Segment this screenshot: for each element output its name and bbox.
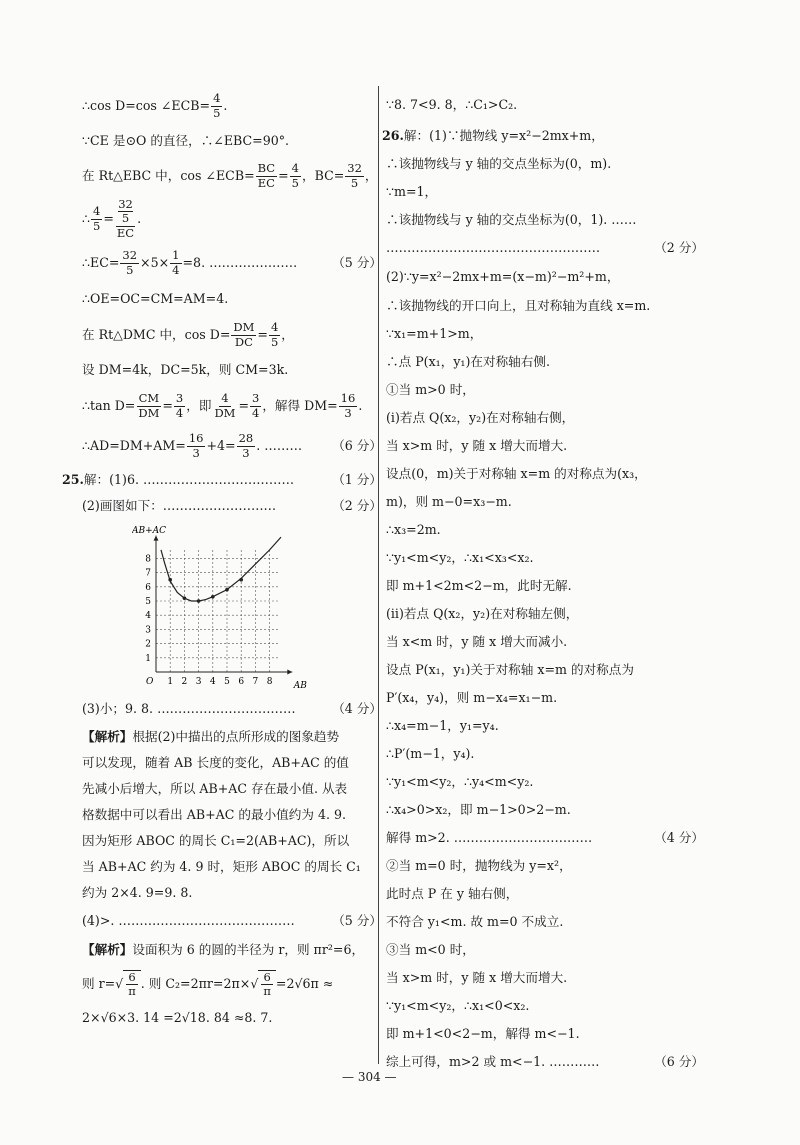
q25-line-1 — [62, 466, 382, 494]
denominator: DM — [214, 405, 236, 420]
line-cos-d — [82, 88, 382, 124]
numerator: 1 — [172, 248, 180, 263]
fraction — [187, 432, 206, 459]
text: 解：(1)∵抛物线 y=x²−2mx+m， — [403, 127, 604, 143]
text: = — [103, 210, 114, 226]
text: ∴x₃=2m. — [386, 521, 441, 537]
text: 当 x<m 时，y 随 x 增大而减小. — [386, 633, 568, 649]
x-tick-label: 7 — [252, 677, 259, 687]
text: . 则 C₂=2πr=2π× — [140, 975, 251, 991]
text: …………………………………………… — [386, 239, 601, 255]
x-tick-label: 1 — [167, 677, 174, 687]
r-line-17 — [386, 572, 704, 600]
text: ∴x₄>0>x₂，即 m−1>0>2−m. — [386, 801, 571, 817]
denominator: π — [263, 984, 271, 998]
r-line-12 — [386, 432, 704, 460]
data-point — [225, 588, 229, 592]
r-line-32 — [386, 992, 704, 1020]
r-line-13 — [386, 460, 704, 488]
text: 此时点 P 在 y 轴右侧， — [386, 885, 519, 901]
r-line-15 — [386, 516, 704, 544]
r-line-21 — [386, 684, 704, 712]
text: ∵y₁<m<y₂，∴x₁<x₃<x₂. — [386, 549, 534, 565]
analysis-line-5 — [82, 828, 382, 854]
chart-axes — [154, 536, 293, 675]
text: 2×√6×3. 14 =2√18. 84 ≈8. 7. — [82, 1009, 273, 1025]
text: 先减小后增大，所以 AB+AC 存在最小值. 从表 — [82, 780, 348, 796]
score-points: （2 分） — [332, 497, 382, 513]
inner-denominator: 5 — [121, 211, 130, 226]
fraction — [212, 392, 237, 419]
text: ∴ — [82, 210, 91, 226]
line-rt-dmc — [82, 316, 382, 354]
inner-numerator: 32 — [118, 197, 133, 212]
analysis-line-7 — [82, 880, 382, 906]
text: 设点(0，m)关于对称轴 x=m 的对称点为(x₃， — [386, 465, 647, 481]
score-points: （1 分） — [332, 471, 382, 487]
r-line-16 — [386, 544, 704, 572]
score-points: （4 分） — [654, 829, 704, 845]
text: 综上可得，m>2 或 m<−1. ………… — [386, 1053, 600, 1069]
data-point — [168, 578, 172, 582]
denominator: 3 — [242, 445, 250, 460]
text: P′(x₄，y₄)，则 m−x₄=x₁−m. — [386, 689, 558, 705]
left-column — [62, 88, 382, 1032]
denominator: 3 — [192, 445, 200, 460]
score-points: （5 分） — [332, 912, 382, 928]
r-line-28 — [386, 880, 704, 908]
x-axis-arrow — [287, 670, 292, 675]
fraction — [170, 249, 181, 276]
numerator: 16 — [340, 391, 356, 406]
question-number: 26. — [382, 127, 404, 143]
text: = — [257, 326, 268, 342]
numerator: 3 — [252, 391, 260, 406]
text: 解：(1)6. ……………………………… — [83, 471, 295, 487]
r-line-0 — [386, 88, 704, 122]
x-tick-label: 8 — [266, 677, 273, 687]
text: =2√6π ≈ — [275, 975, 334, 991]
denominator: 3 — [344, 405, 352, 420]
text: ， — [281, 326, 294, 342]
fraction — [250, 392, 261, 419]
numerator: 4 — [93, 204, 101, 219]
fraction — [91, 205, 102, 232]
r-line-19 — [386, 628, 704, 656]
origin-label: O — [146, 677, 154, 687]
analysis2-line-1 — [82, 936, 382, 964]
x-tick-label: 5 — [224, 677, 230, 687]
text: . — [137, 210, 142, 226]
analysis-line-1 — [82, 724, 382, 750]
denominator: DC — [234, 334, 253, 349]
y-tick-label: 8 — [145, 554, 151, 565]
numerator: 4 — [213, 91, 221, 106]
r-line-30 — [386, 936, 704, 964]
chart-grid — [156, 550, 278, 672]
numerator: 16 — [188, 431, 204, 446]
numerator: 4 — [221, 391, 229, 406]
line-oe — [82, 282, 382, 316]
q25-line-2 — [82, 494, 382, 518]
numerator: 4 — [270, 320, 279, 335]
text: ①当 m>0 时， — [386, 381, 475, 397]
question-number: 25. — [62, 471, 84, 487]
denominator: DM — [138, 405, 160, 420]
analysis-line-2 — [82, 750, 382, 776]
fraction — [231, 321, 256, 348]
x-axis-label: AB — [293, 681, 307, 691]
y-tick-label: 7 — [145, 568, 151, 579]
line-set-dm — [82, 354, 382, 386]
data-point — [211, 595, 215, 599]
data-point — [239, 578, 243, 582]
denominator: EC — [116, 225, 135, 240]
chart-ticks — [145, 554, 272, 687]
text: ∵x₁=m+1>m， — [386, 325, 483, 341]
text: 设点 P(x₁，y₁)关于对称轴 x=m 的对称点为 — [386, 661, 634, 677]
denominator: 5 — [126, 262, 134, 277]
text: ∴该抛物线与 y 轴的交点坐标为(0，m). — [386, 155, 612, 171]
text: (ⅰ)若点 Q(x₂，y₂)在对称轴右侧， — [386, 409, 575, 425]
y-tick-label: 6 — [145, 582, 151, 593]
fraction — [345, 162, 364, 189]
r-line-2 — [386, 150, 704, 178]
square-root: √ $\frac{6}{\pi}$ — [115, 970, 141, 998]
r-line-4 — [386, 206, 704, 234]
numerator: 4 — [291, 161, 299, 176]
fraction — [256, 162, 277, 189]
r-line-23 — [386, 740, 704, 768]
text: ∴x₄=m−1，y₁=y₄. — [386, 717, 499, 733]
r-line-29 — [386, 908, 704, 936]
denominator: 4 — [172, 262, 180, 277]
text: ∴AD=DM+AM= — [82, 437, 186, 453]
text: ②当 m=0 时，抛物线为 y=x²， — [386, 857, 572, 873]
text: ，即 — [186, 397, 212, 413]
text: . ……… — [256, 437, 303, 453]
text: ∴该抛物线的开口向上，且对称轴为直线 x=m. — [386, 297, 651, 313]
analysis2-line-2 — [82, 964, 382, 1004]
text: (2)画图如下：……………………… — [82, 497, 277, 513]
text: 当 x>m 时，y 随 x 增大而增大. — [386, 437, 568, 453]
text: ∵m=1， — [386, 183, 438, 199]
fraction — [339, 392, 358, 419]
r-line-27 — [386, 852, 704, 880]
fraction — [211, 92, 222, 119]
analysis-line-6 — [82, 854, 382, 880]
analysis2-line-3 — [82, 1004, 382, 1032]
ab-ac-chart — [132, 524, 332, 694]
text: 格数据中可以看出 AB+AC 的最小值约为 4. 9. — [82, 806, 346, 822]
r-line-20 — [386, 656, 704, 684]
text: 不符合 y₁<m. 故 m=0 不成立. — [386, 913, 564, 929]
text: . — [223, 97, 228, 113]
data-point — [197, 599, 201, 603]
text: (3)小；9. 8. …………………………… — [82, 700, 296, 716]
text: 根据(2)中描出的点所形成的图象趋势 — [132, 728, 340, 744]
r-line-9 — [386, 348, 704, 376]
r-line-18 — [386, 600, 704, 628]
text: ∴EC= — [82, 254, 120, 270]
text: ∴点 P(x₁，y₁)在对称轴右侧. — [386, 353, 550, 369]
text: ∴cos D=cos ∠ECB= — [82, 97, 211, 113]
denominator: π — [128, 984, 136, 998]
analysis-line-3 — [82, 776, 382, 802]
text: +4= — [206, 437, 236, 453]
text: = — [278, 167, 289, 183]
fraction — [126, 971, 138, 998]
text: 约为 2×4. 9=9. 8. — [82, 884, 193, 900]
x-tick-label: 6 — [238, 677, 245, 687]
denominator: 4 — [252, 405, 260, 420]
text: (4)>. …………………………………… — [82, 912, 295, 928]
text: m)，则 m−0=x₃−m. — [386, 493, 512, 509]
text: = — [162, 397, 173, 413]
denominator: 4 — [175, 405, 184, 420]
text: ∵CE 是⊙O 的直径，∴∠EBC=90°. — [82, 132, 290, 148]
q25-line-4 — [82, 906, 382, 936]
fraction — [237, 432, 256, 459]
fraction — [290, 162, 301, 189]
denominator: 5 — [350, 175, 359, 190]
numerator: 3 — [175, 391, 184, 406]
text: ∴P′(m−1，y₄). — [386, 745, 475, 761]
text: ∴tan D= — [82, 397, 136, 413]
text: (ⅱ)若点 Q(x₂，y₂)在对称轴左侧， — [386, 605, 579, 621]
numerator: 6 — [263, 969, 271, 984]
y-tick-label: 3 — [145, 625, 151, 636]
r-line-14 — [386, 488, 704, 516]
numerator: 32 — [122, 248, 138, 263]
r-line-5 — [386, 234, 704, 262]
text: ，BC= — [301, 167, 345, 183]
text: =8. ………………… — [182, 254, 298, 270]
denominator: 5 — [270, 334, 279, 349]
fraction — [174, 392, 185, 419]
text: = — [238, 397, 249, 413]
line-ad — [82, 426, 382, 466]
denominator: 5 — [291, 175, 299, 190]
r-line-26 — [386, 824, 704, 852]
text: 即 m+1<0<2−m，解得 m<−1. — [386, 1025, 580, 1041]
text: (2)∵y=x²−2mx+m=(x−m)²−m²+m， — [386, 268, 620, 284]
analysis-tag: 【解析】 — [82, 941, 133, 957]
compound-fraction — [115, 198, 136, 240]
denominator: 5 — [213, 105, 221, 120]
text: ∵y₁<m<y₂，∴y₄<m<y₂. — [386, 773, 534, 789]
y-axis-arrow — [154, 536, 159, 541]
r-line-31 — [386, 964, 704, 992]
y-tick-label: 4 — [145, 611, 151, 622]
text: ∵8. 7<9. 8，∴C₁>C₂. — [386, 96, 518, 112]
text: 可以发现，随着 AB 长度的变化，AB+AC 的值 — [82, 754, 349, 770]
r-line-10 — [386, 376, 704, 404]
line-ec — [82, 244, 382, 282]
r-line-11 — [386, 404, 704, 432]
numerator — [116, 198, 135, 226]
page-number: — 304 — — [342, 1070, 397, 1084]
numerator: BC — [257, 161, 276, 176]
r-line-24 — [386, 768, 704, 796]
line-rt-ebc — [82, 158, 382, 194]
analysis-line-4 — [82, 802, 382, 828]
numerator: 6 — [128, 969, 136, 984]
score-points: （2 分） — [654, 239, 704, 255]
text: ×5× — [140, 254, 170, 270]
q26-line-1 — [382, 122, 704, 150]
r-line-25 — [386, 796, 704, 824]
line-ratio — [82, 194, 382, 244]
text: 则 r= — [82, 975, 116, 991]
text: 设 DM=4k，DC=5k，则 CM=3k. — [82, 361, 289, 377]
text: . — [358, 397, 363, 413]
fraction — [261, 971, 273, 998]
text: 即 m+1<2m<2−m，此时无解. — [386, 577, 572, 593]
numerator: 32 — [347, 161, 362, 176]
y-tick-label: 2 — [145, 639, 151, 650]
text: ，解得 DM= — [262, 397, 338, 413]
r-line-22 — [386, 712, 704, 740]
r-line-34 — [386, 1048, 704, 1076]
text: 当 x>m 时，y 随 x 增大而增大. — [386, 969, 568, 985]
denominator: EC — [257, 175, 275, 190]
fraction — [120, 249, 139, 276]
r-line-3 — [386, 178, 704, 206]
analysis-tag: 【解析】 — [82, 728, 133, 744]
score-points: （6 分） — [332, 437, 382, 453]
text: ③当 m<0 时， — [386, 941, 475, 957]
x-tick-label: 3 — [195, 677, 202, 687]
square-root: √ $\frac{6}{\pi}$ — [250, 970, 276, 998]
fraction — [269, 321, 280, 348]
denominator: 5 — [93, 218, 101, 233]
y-axis-label: AB+AC — [132, 525, 167, 536]
text: 设面积为 6 的圆的半径为 r，则 πr²=6， — [132, 941, 365, 957]
r-line-6 — [386, 262, 704, 292]
right-column — [382, 88, 704, 1076]
r-line-33 — [386, 1020, 704, 1048]
fraction — [136, 392, 161, 419]
text: 在 Rt△DMC 中，cos D= — [82, 326, 231, 342]
text: 因为矩形 ABOC 的周长 C₁=2(AB+AC)，所以 — [82, 832, 350, 848]
text: ∴OE=OC=CM=AM=4. — [82, 290, 229, 306]
numerator: 28 — [238, 431, 254, 446]
text: 解得 m>2. …………………………… — [386, 829, 593, 845]
line-diameter — [82, 124, 382, 158]
score-points: （5 分） — [332, 254, 382, 270]
y-tick-label: 1 — [145, 653, 151, 664]
curve-line — [161, 537, 281, 601]
score-points: （6 分） — [654, 1053, 704, 1069]
score-points: （4 分） — [332, 700, 382, 716]
r-line-7 — [386, 292, 704, 320]
line-tan-d — [82, 386, 382, 426]
x-tick-label: 2 — [181, 677, 188, 687]
text: 当 AB+AC 约为 4. 9 时，矩形 ABOC 的周长 C₁ — [82, 858, 361, 874]
chart-container — [132, 524, 332, 694]
text: ∵y₁<m<y₂，∴x₁<0<x₂. — [386, 997, 530, 1013]
text: 在 Rt△EBC 中，cos ∠ECB= — [82, 167, 255, 183]
text: ∴该抛物线与 y 轴的交点坐标为(0，1). …… — [386, 211, 637, 227]
x-tick-label: 4 — [209, 677, 216, 687]
r-line-8 — [386, 320, 704, 348]
numerator: CM — [138, 391, 160, 406]
text: ， — [364, 167, 378, 183]
q25-line-3 — [82, 694, 382, 724]
y-tick-label: 5 — [145, 597, 151, 607]
data-point — [183, 596, 187, 600]
numerator: DM — [233, 320, 255, 335]
